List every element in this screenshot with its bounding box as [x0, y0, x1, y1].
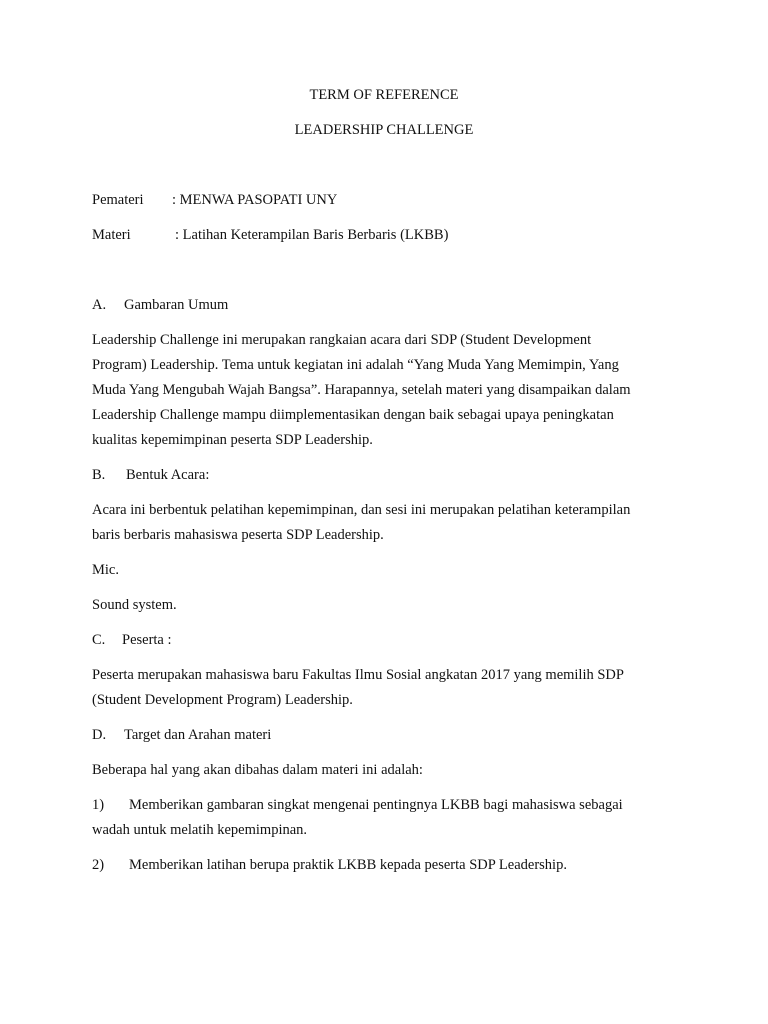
materi-value: : Latihan Keterampilan Baris Berbaris (LKBB) — [175, 227, 449, 243]
section-c-letter: C. — [92, 632, 106, 648]
point-number: 2) — [92, 857, 105, 873]
section-d-intro: Beberapa hal yang akan dibahas dalam materi ini adalah: — [92, 762, 423, 778]
doc-title-secondary: LEADERSHIP CHALLENGE — [294, 122, 474, 138]
section-a-line: Leadership Challenge ini merupakan rangkaian acara dari SDP (Student Development — [92, 332, 592, 348]
section-b-line: baris berbaris mahasiswa peserta SDP Leadership. — [92, 527, 384, 543]
section-c-heading: Peserta : — [122, 632, 172, 648]
section-d-letter: D. — [92, 727, 107, 743]
section-b-heading: Bentuk Acara: — [126, 467, 210, 483]
equipment-item-sound-system: Sound system. — [92, 597, 177, 613]
section-a-heading: Gambaran Umum — [124, 297, 229, 313]
section-a-line: Leadership Challenge mampu diimplementasikan dengan baik sebagai upaya peningkatan — [92, 407, 614, 423]
section-c-line: (Student Development Program) Leadership. — [92, 692, 353, 708]
section-a-line: Program) Leadership. Tema untuk kegiatan ini adalah “Yang Muda Yang Memimpin, Yang — [92, 357, 619, 373]
point-number: 1) — [92, 797, 105, 813]
pemateri-label: Pemateri — [92, 192, 144, 208]
point-text: Memberikan latihan berupa praktik LKBB kepada peserta SDP Leadership. — [129, 857, 567, 873]
doc-title-primary: TERM OF REFERENCE — [309, 87, 459, 103]
point-text: Memberikan gambaran singkat mengenai pentingnya LKBB bagi mahasiswa sebagai — [129, 797, 623, 813]
equipment-item-mic: Mic. — [92, 562, 119, 578]
materi-label: Materi — [92, 227, 131, 243]
section-b-line: Acara ini berbentuk pelatihan kepemimpinan, dan sesi ini merupakan pelatihan keterampilan — [92, 502, 631, 518]
section-c-line: Peserta merupakan mahasiswa baru Fakultas Ilmu Sosial angkatan 2017 yang memilih SDP — [92, 667, 624, 683]
pemateri-value: : MENWA PASOPATI UNY — [172, 192, 338, 208]
section-b-letter: B. — [92, 467, 106, 483]
section-d-heading: Target dan Arahan materi — [124, 727, 272, 743]
point-text-continued: wadah untuk melatih kepemimpinan. — [92, 822, 308, 838]
section-a-line: kualitas kepemimpinan peserta SDP Leadership. — [92, 432, 373, 448]
section-a-line: Muda Yang Mengubah Wajah Bangsa”. Harapannya, setelah materi yang disampaikan dalam — [92, 382, 631, 398]
section-a-letter: A. — [92, 297, 107, 313]
